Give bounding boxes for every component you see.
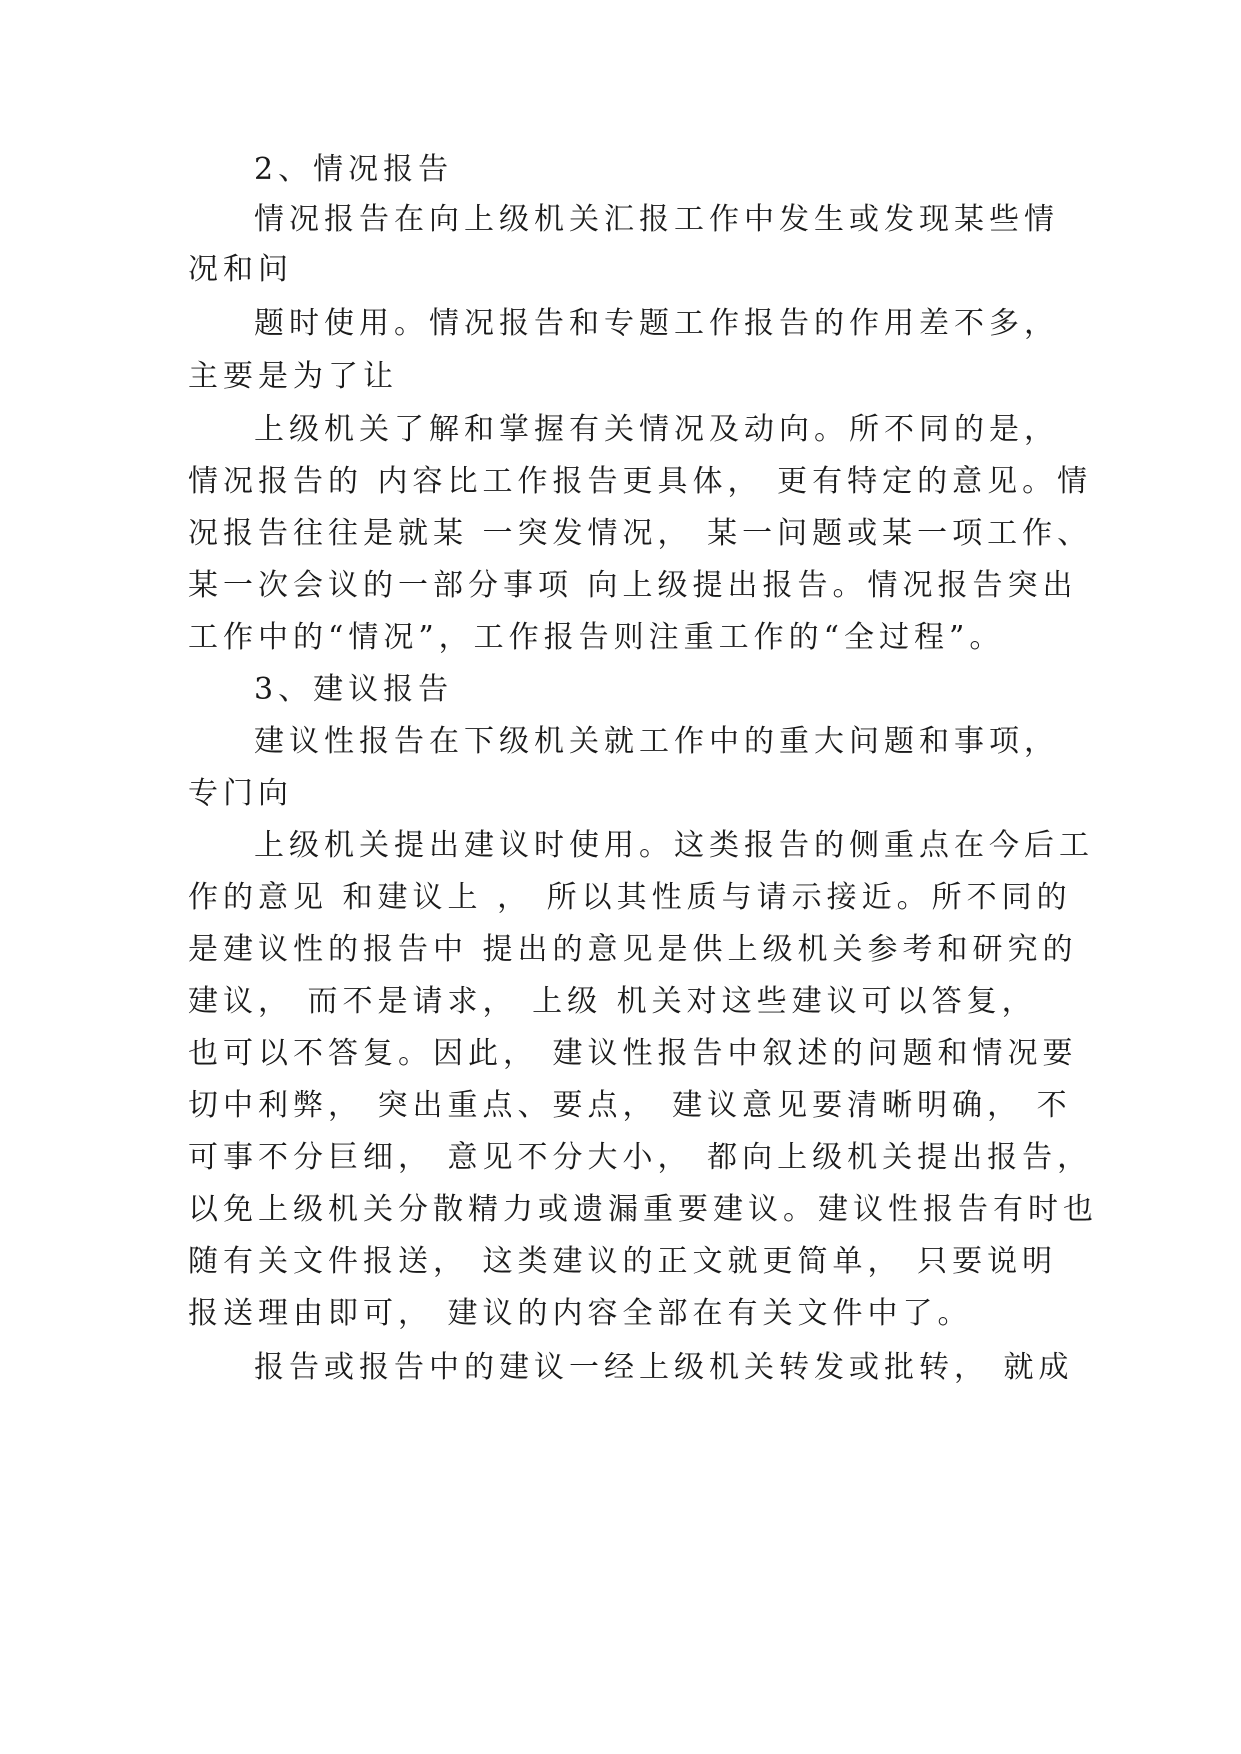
paragraph-line: 也可以不答复。因此， 建议性报告中叙述的问题和情况要	[188, 1036, 1078, 1071]
paragraph-line: 建议， 而不是请求， 上级 机关对这些建议可以答复，	[188, 984, 1037, 1019]
paragraph-line: 以免上级机关分散精力或遗漏重要建议。建议性报告有时也	[188, 1192, 1098, 1227]
paragraph-line: 是建议性的报告中 提出的意见是供上级机关参考和研究的	[188, 932, 1078, 967]
paragraph-line: 况和问	[188, 252, 293, 287]
paragraph-line: 情况报告的 内容比工作报告更具体， 更有特定的意见。情	[188, 464, 1093, 499]
paragraph-line: 况报告往往是就某 一突发情况， 某一问题或某一项工作、	[188, 516, 1093, 551]
paragraph-line: 某一次会议的一部分事项 向上级提出报告。情况报告突出	[188, 568, 1078, 603]
paragraph-line: 报告或报告中的建议一经上级机关转发或批转， 就成	[254, 1350, 1074, 1385]
paragraph-line: 切中利弊， 突出重点、要点， 建议意见要清晰明确， 不	[188, 1088, 1072, 1123]
paragraph-line: 作的意见 和建议上 ， 所以其性质与请示接近。所不同的	[188, 880, 1072, 915]
section-heading: 3、建议报告	[254, 672, 454, 707]
paragraph-line: 题时使用。情况报告和专题工作报告的作用差不多，	[254, 306, 1059, 341]
paragraph-line: 专门向	[188, 776, 293, 811]
paragraph-line: 主要是为了让	[188, 359, 398, 394]
paragraph-line: 上级机关了解和掌握有关情况及动向。所不同的是，	[254, 412, 1059, 447]
paragraph-line: 报送理由即可， 建议的内容全部在有关文件中了。	[188, 1296, 973, 1331]
paragraph-line: 工作中的“情况”，工作报告则注重工作的“全过程”。	[188, 620, 1005, 655]
paragraph-line: 随有关文件报送， 这类建议的正文就更简单， 只要说明	[188, 1244, 1058, 1279]
paragraph-line: 情况报告在向上级机关汇报工作中发生或发现某些情	[254, 202, 1059, 237]
paragraph-line: 可事不分巨细， 意见不分大小， 都向上级机关提出报告，	[188, 1140, 1093, 1175]
section-heading: 2、情况报告	[254, 152, 454, 187]
paragraph-line: 建议性报告在下级机关就工作中的重大问题和事项，	[254, 724, 1059, 759]
paragraph-line: 上级机关提出建议时使用。这类报告的侧重点在今后工	[254, 828, 1094, 863]
